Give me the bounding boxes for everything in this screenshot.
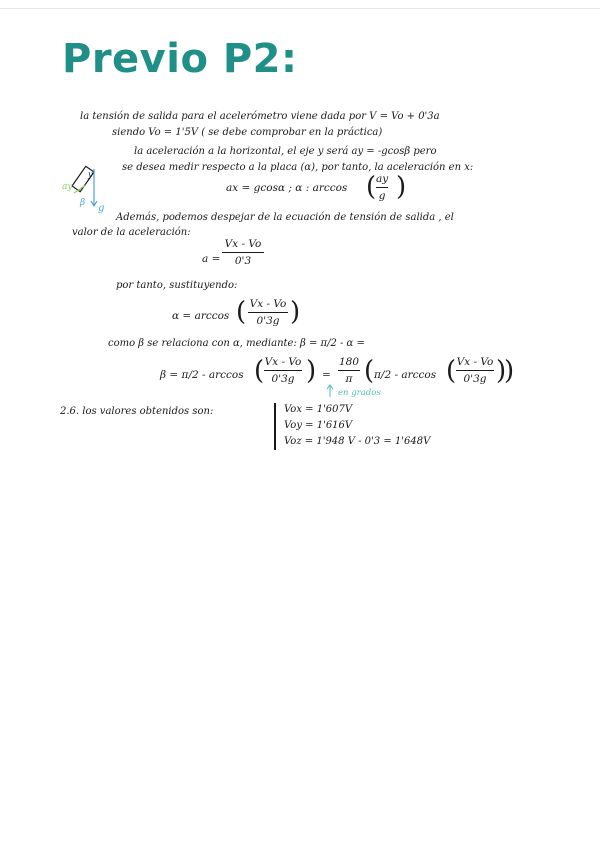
text-line-7: valor de la aceleración: — [72, 227, 191, 238]
frac-bar — [248, 312, 288, 313]
frac-bar — [376, 187, 388, 188]
frac-num: Vx - Vo — [456, 356, 494, 368]
frac-conversion — [338, 356, 360, 385]
accelerometer-sketch-icon — [60, 155, 120, 215]
frac-num: Vx - Vo — [264, 356, 302, 368]
paren-close: ) — [306, 356, 317, 386]
frac-num: 180 — [338, 356, 360, 368]
values-brace — [274, 403, 276, 450]
text-line-3: la aceleración a la horizontal, el eje y será ay = -gcosβ pero — [134, 146, 437, 157]
label-beta: β — [80, 198, 86, 208]
paren-open: ( — [254, 356, 265, 386]
eq-ax: ax = gcosα ; α : arccos — [226, 182, 348, 194]
text-line-1: la tensión de salida para el acelerómetro viene dada por V = Vo + 0'3a — [80, 111, 440, 122]
label-g: g — [98, 203, 105, 214]
text-line-8: por tanto, sustituyendo: — [116, 280, 238, 291]
arrow-up-icon — [324, 384, 336, 398]
paren-close: ) — [396, 172, 407, 202]
note-grados: en grados — [338, 388, 381, 398]
eq-inner: π/2 - arccos — [374, 369, 437, 381]
label-y: y — [88, 170, 93, 179]
frac-den: 0'3g — [271, 373, 295, 385]
eq-a-lhs: a = — [202, 253, 221, 265]
frac-den: g — [378, 190, 386, 202]
paren-close: ) — [290, 297, 301, 327]
frac-den: 0'3 — [234, 255, 252, 267]
paren-close: ) — [496, 356, 507, 386]
frac-bar — [264, 370, 302, 371]
page-top-border — [0, 8, 600, 9]
frac-ay-g — [376, 173, 388, 202]
frac-alpha — [248, 298, 288, 327]
section-2-6-label: 2.6. los valores obtenidos son: — [60, 406, 214, 417]
text-line-9: como β se relaciona con α, mediante: β = π/2 - α = — [108, 338, 365, 349]
frac-num: ay — [376, 173, 389, 185]
frac-beta-1 — [264, 356, 302, 385]
paren-open-big: ( — [364, 356, 375, 386]
text-line-4: se desea medir respecto a la placa (α), por tanto, la aceleración en x: — [122, 162, 474, 173]
frac-bar — [456, 370, 494, 371]
paren-open: ( — [236, 297, 247, 327]
frac-den: 0'3g — [463, 373, 487, 385]
frac-num: Vx - Vo — [224, 238, 262, 250]
value-voz: Voz = 1'948 V - 0'3 = 1'648V — [284, 436, 431, 447]
frac-bar — [338, 370, 360, 371]
frac-num: Vx - Vo — [249, 298, 287, 310]
text-line-6: Además, podemos despejar de la ecuación de tensión de salida , el — [116, 212, 454, 223]
frac-bar — [222, 252, 264, 253]
eq-equals: = — [322, 369, 331, 381]
page-title: Previo P2: — [62, 36, 298, 82]
frac-den: 0'3g — [256, 315, 280, 327]
paren-close-big: ) — [504, 356, 515, 386]
frac-a — [222, 238, 264, 267]
eq-beta-lhs: β = π/2 - arccos — [160, 369, 244, 381]
paren-open: ( — [446, 356, 457, 386]
paren-open: ( — [366, 172, 377, 202]
frac-beta-2 — [456, 356, 494, 385]
eq-alpha-lhs: α = arccos — [172, 310, 230, 322]
text-line-2: siendo Vo = 1'5V ( se debe comprobar en la práctica) — [112, 127, 383, 138]
frac-den: π — [345, 373, 353, 385]
label-ay: ay — [62, 182, 73, 192]
value-vox: Vox = 1'607V — [284, 404, 353, 415]
value-voy: Voy = 1'616V — [284, 420, 353, 431]
